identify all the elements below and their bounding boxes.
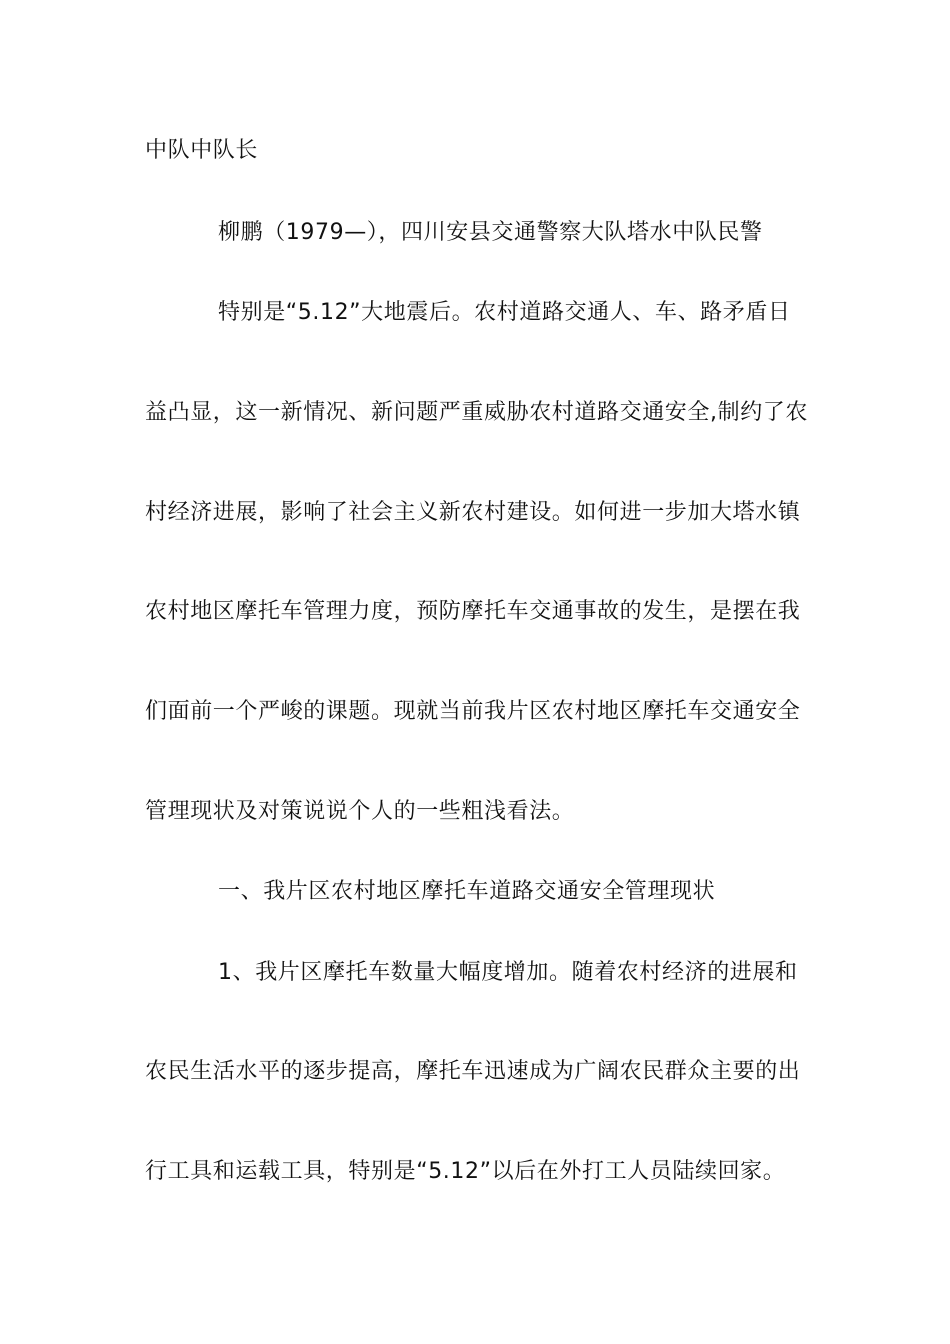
author-line: 柳鹏（1979—），四川安县交通警察大队塔水中队民警: [218, 220, 763, 245]
paragraph-line: 们面前一个严峻的课题。现就当前我片区农村地区摩托车交通安全: [145, 699, 801, 724]
paragraph-line: 农村地区摩托车管理力度，预防摩托车交通事故的发生，是摆在我: [145, 599, 801, 624]
paragraph-line: 农民生活水平的逐步提高，摩托车迅速成为广阔农民群众主要的出: [145, 1059, 801, 1084]
paragraph-line: 村经济进展，影响了社会主义新农村建设。如何进一步加大塔水镇: [145, 500, 801, 525]
paragraph-line: 1、我片区摩托车数量大幅度增加。随着农村经济的进展和: [218, 960, 798, 985]
paragraph-line: 行工具和运载工具，特别是“5.12”以后在外打工人员陆续回家。: [145, 1159, 786, 1184]
paragraph-line: 管理现状及对策说说个人的一些粗浅看法。: [145, 799, 575, 824]
section-heading: 一、我片区农村地区摩托车道路交通安全管理现状: [218, 879, 716, 904]
text-line: 中队中队长: [145, 138, 259, 163]
paragraph-line: 益凸显，这一新情况、新问题严重威胁农村道路交通安全,制约了农: [145, 400, 808, 425]
paragraph-line: 特别是“5.12”大地震后。农村道路交通人、车、路矛盾日: [218, 300, 791, 325]
